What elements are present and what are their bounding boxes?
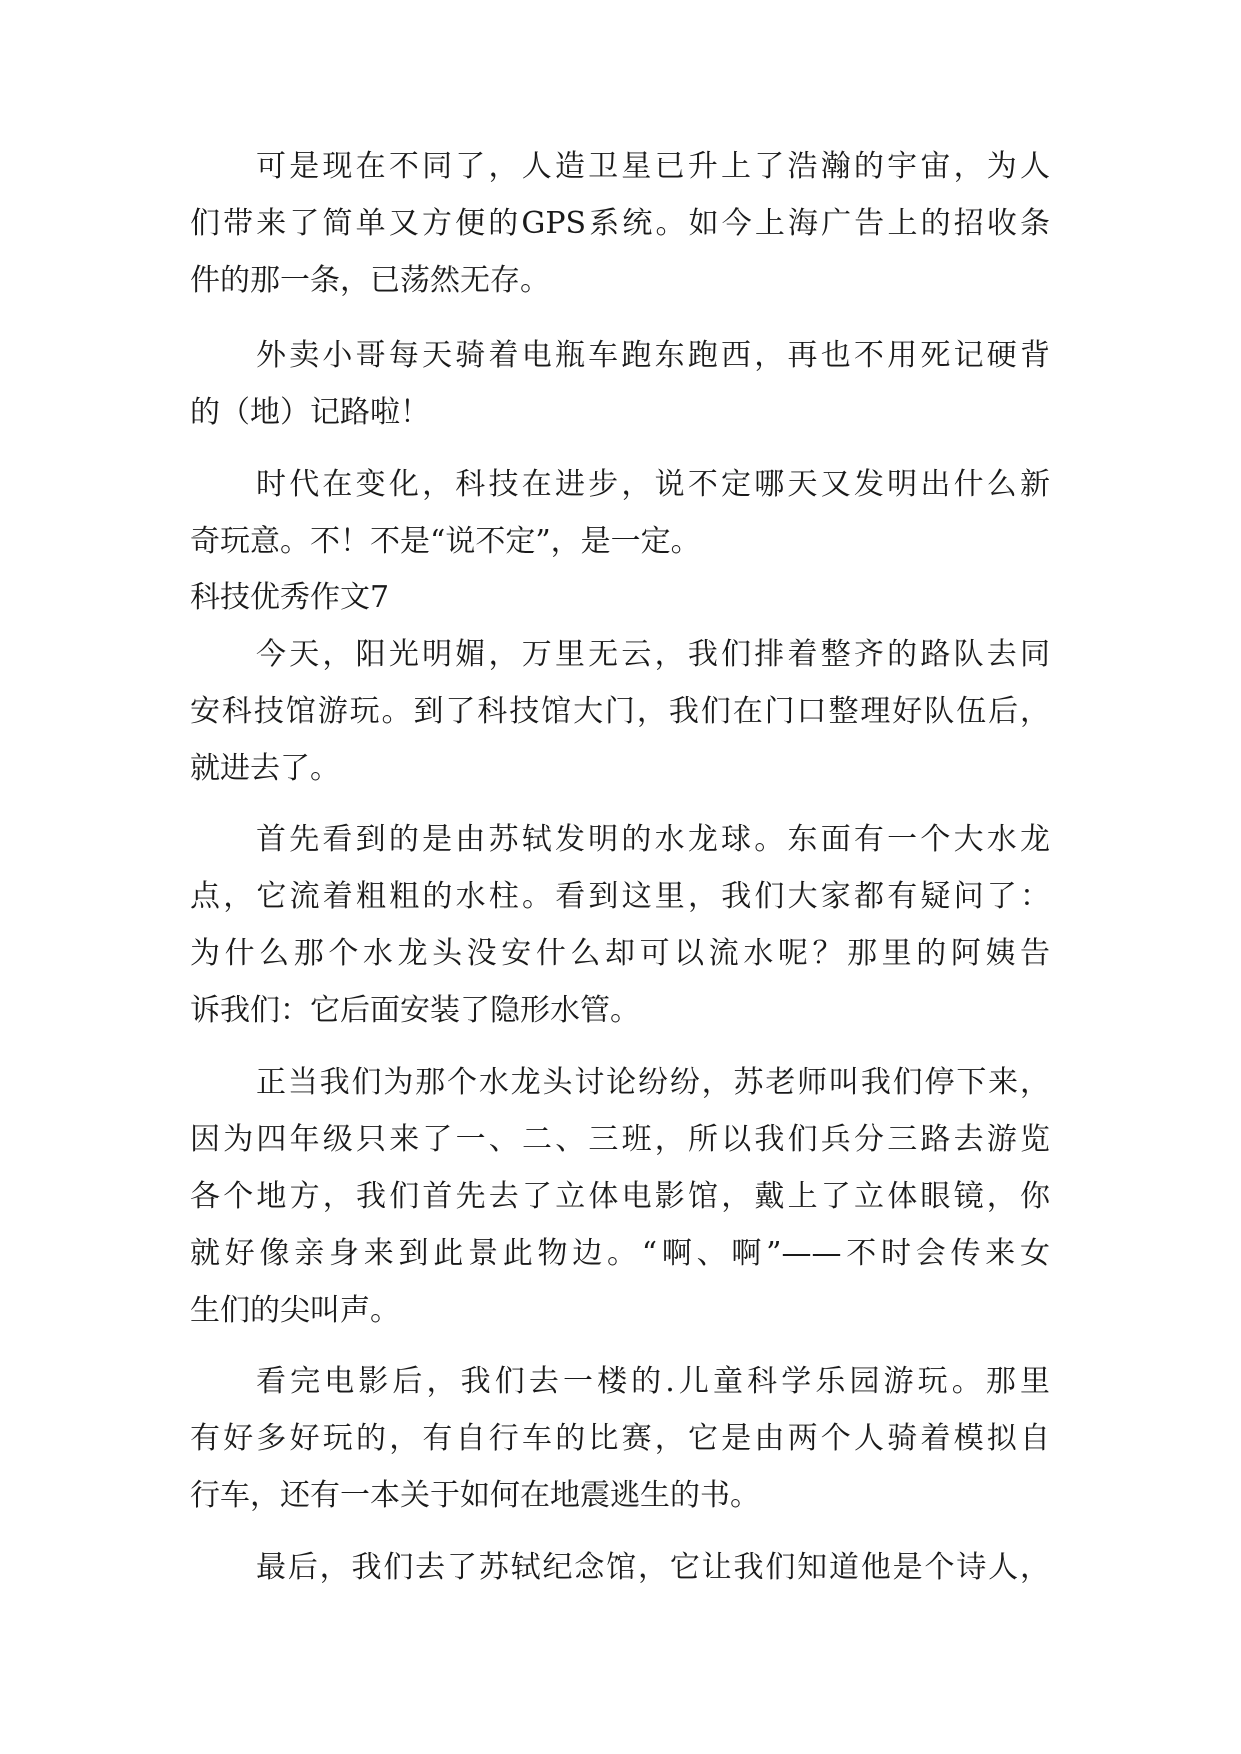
text-line: 安科技馆游玩。到了科技馆大门，我们在门口整理好队伍后， [190, 694, 1050, 729]
text-line: 今天，阳光明媚，万里无云，我们排着整齐的路队去同 [256, 637, 1050, 672]
text-line: 就进去了。 [190, 751, 340, 786]
text-line: 奇玩意。不！不是“说不定”，是一定。 [190, 524, 701, 559]
text-line: 有好多好玩的，有自行车的比赛，它是由两个人骑着模拟自 [190, 1421, 1050, 1456]
text-line: 们带来了简单又方便的GPS系统。如今上海广告上的招收条 [190, 206, 1050, 241]
text-line: 看完电影后，我们去一楼的.儿童科学乐园游玩。那里 [256, 1364, 1050, 1399]
text-line: 正当我们为那个水龙头讨论纷纷，苏老师叫我们停下来， [256, 1065, 1050, 1100]
text-line: 件的那一条，已荡然无存。 [190, 263, 550, 298]
text-line: 外卖小哥每天骑着电瓶车跑东跑西，再也不用死记硬背 [256, 338, 1050, 373]
text-line: 点，它流着粗粗的水柱。看到这里，我们大家都有疑问了： [190, 879, 1050, 914]
text-line: 可是现在不同了，人造卫星已升上了浩瀚的宇宙，为人 [256, 149, 1050, 184]
text-line: 因为四年级只来了一、二、三班，所以我们兵分三路去游览 [190, 1122, 1050, 1157]
text-line: 各个地方，我们首先去了立体电影馆，戴上了立体眼镜，你 [190, 1179, 1050, 1214]
text-line: 为什么那个水龙头没安什么却可以流水呢？那里的阿姨告 [190, 936, 1050, 971]
text-line: 的（地）记路啦！ [190, 395, 430, 430]
text-line: 诉我们：它后面安装了隐形水管。 [190, 993, 640, 1028]
text-line: 首先看到的是由苏轼发明的水龙球。东面有一个大水龙 [256, 822, 1050, 857]
text-line: 就好像亲身来到此景此物边。“啊、啊”——不时会传来女 [190, 1236, 1050, 1271]
text-line: 生们的尖叫声。 [190, 1293, 400, 1328]
text-line: 行车，还有一本关于如何在地震逃生的书。 [190, 1478, 760, 1513]
section-title: 科技优秀作文7 [190, 580, 390, 615]
text-line: 最后，我们去了苏轼纪念馆，它让我们知道他是个诗人， [256, 1550, 1050, 1585]
text-line: 时代在变化，科技在进步，说不定哪天又发明出什么新 [256, 467, 1050, 502]
